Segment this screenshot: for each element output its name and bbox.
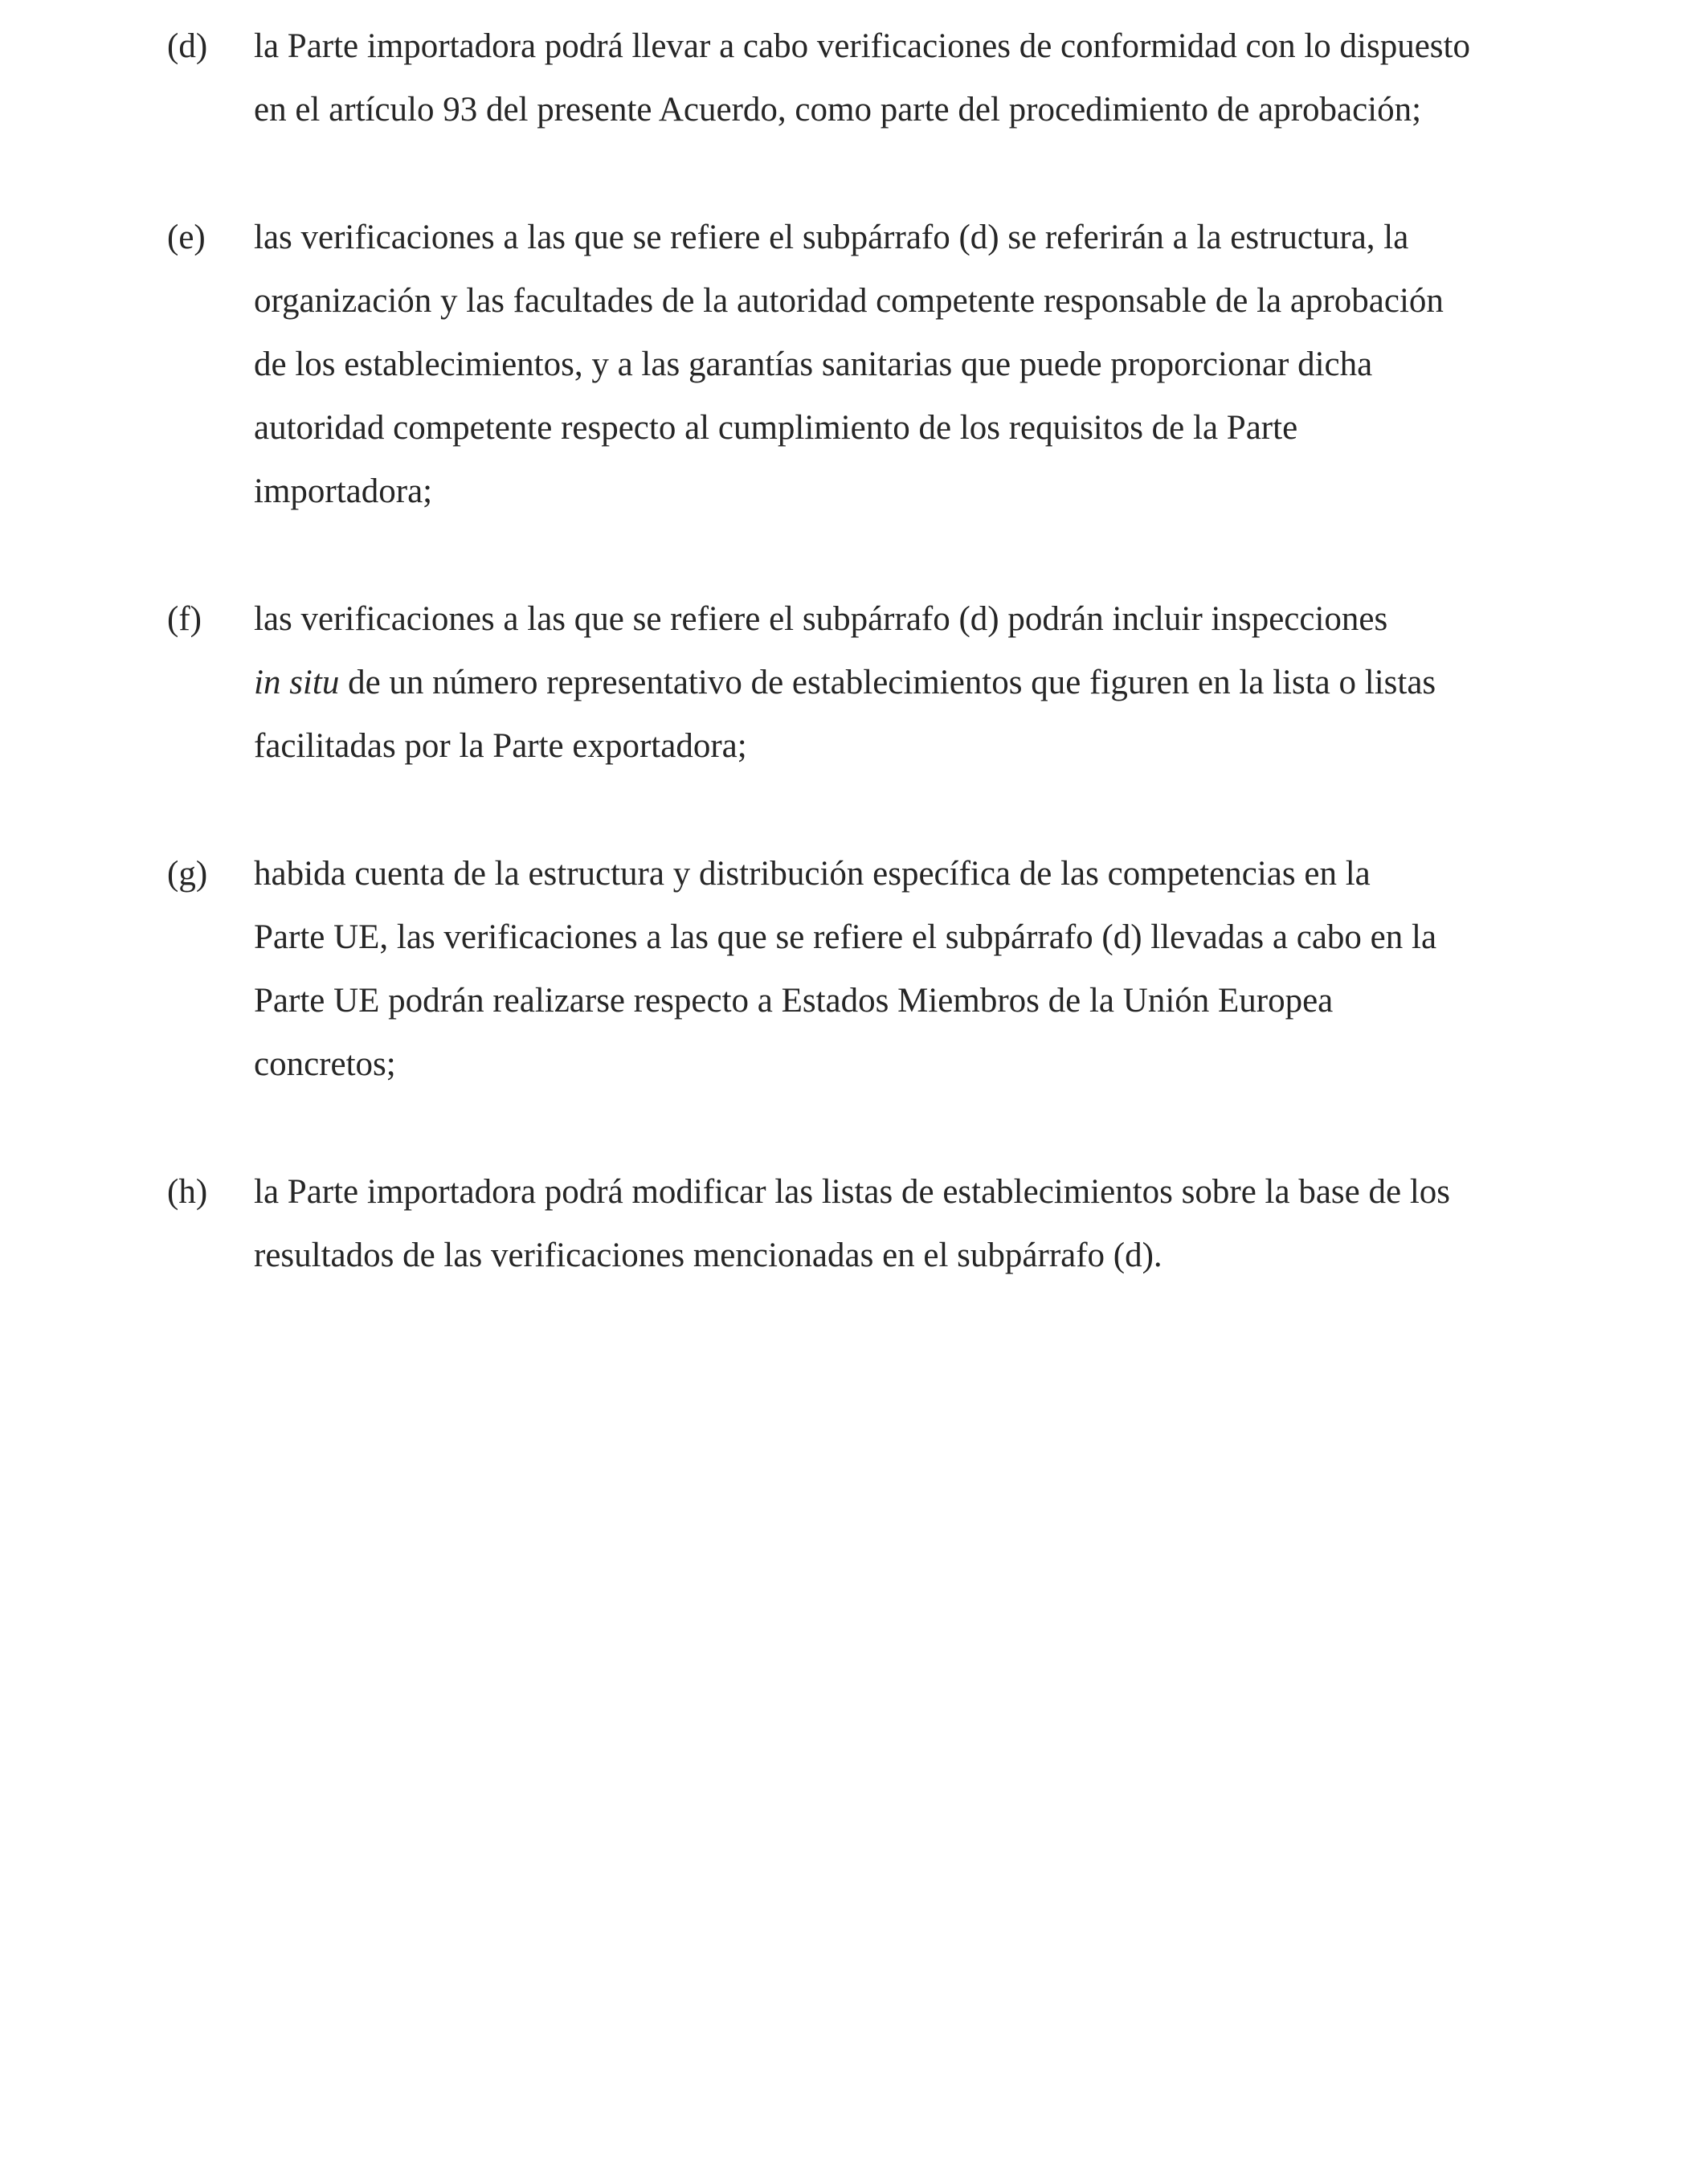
text-line: en el artículo 93 del presente Acuerdo, como parte del procedimiento de aprobación; (254, 91, 1422, 129)
clause-text (254, 842, 1581, 1096)
text-line: las verificaciones a las que se refiere el subpárrafo (d) podrán incluir inspecciones (254, 600, 1388, 638)
text-line: organización y las facultades de la autoridad competente responsable de la aprobación (254, 282, 1444, 320)
text-line: Parte UE, las verificaciones a las que se refiere el subpárrafo (d) llevadas a cabo en la (254, 918, 1437, 956)
clause-marker: (d) (167, 27, 208, 65)
clause-marker: (f) (167, 600, 202, 638)
clause-marker: (g) (167, 855, 208, 893)
clause-text (254, 1160, 1581, 1287)
text-line: concretos; (254, 1045, 396, 1083)
text-line: la Parte importadora podrá llevar a cabo verificaciones de conformidad con lo dispuesto (254, 27, 1470, 65)
text-line: las verificaciones a las que se refiere el subpárrafo (d) se referirán a la estructura, la (254, 219, 1409, 256)
text-line: resultados de las verificaciones mencionadas en el subpárrafo (d). (254, 1237, 1163, 1274)
clause-text (254, 587, 1581, 778)
clause-text (254, 14, 1581, 141)
clause-text (254, 206, 1581, 523)
text-line: importadora; (254, 472, 433, 510)
text-line-rest: de un número representativo de establecimientos que figuren en la lista o listas (339, 664, 1436, 701)
clause-marker: (h) (167, 1173, 208, 1211)
text-line: autoridad competente respecto al cumplimiento de los requisitos de la Parte (254, 409, 1298, 447)
text-line: la Parte importadora podrá modificar las listas de establecimientos sobre la base de los (254, 1173, 1451, 1211)
text-line (254, 651, 1581, 714)
italic-phrase: in situ (254, 664, 340, 701)
text-line: habida cuenta de la estructura y distribución específica de las competencias en la (254, 855, 1371, 893)
text-line: facilitadas por la Parte exportadora; (254, 727, 747, 765)
text-line: Parte UE podrán realizarse respecto a Estados Miembros de la Unión Europea (254, 982, 1334, 1020)
clause-marker: (e) (167, 219, 206, 256)
text-line: de los establecimientos, y a las garantías sanitarias que puede proporcionar dicha (254, 345, 1373, 383)
